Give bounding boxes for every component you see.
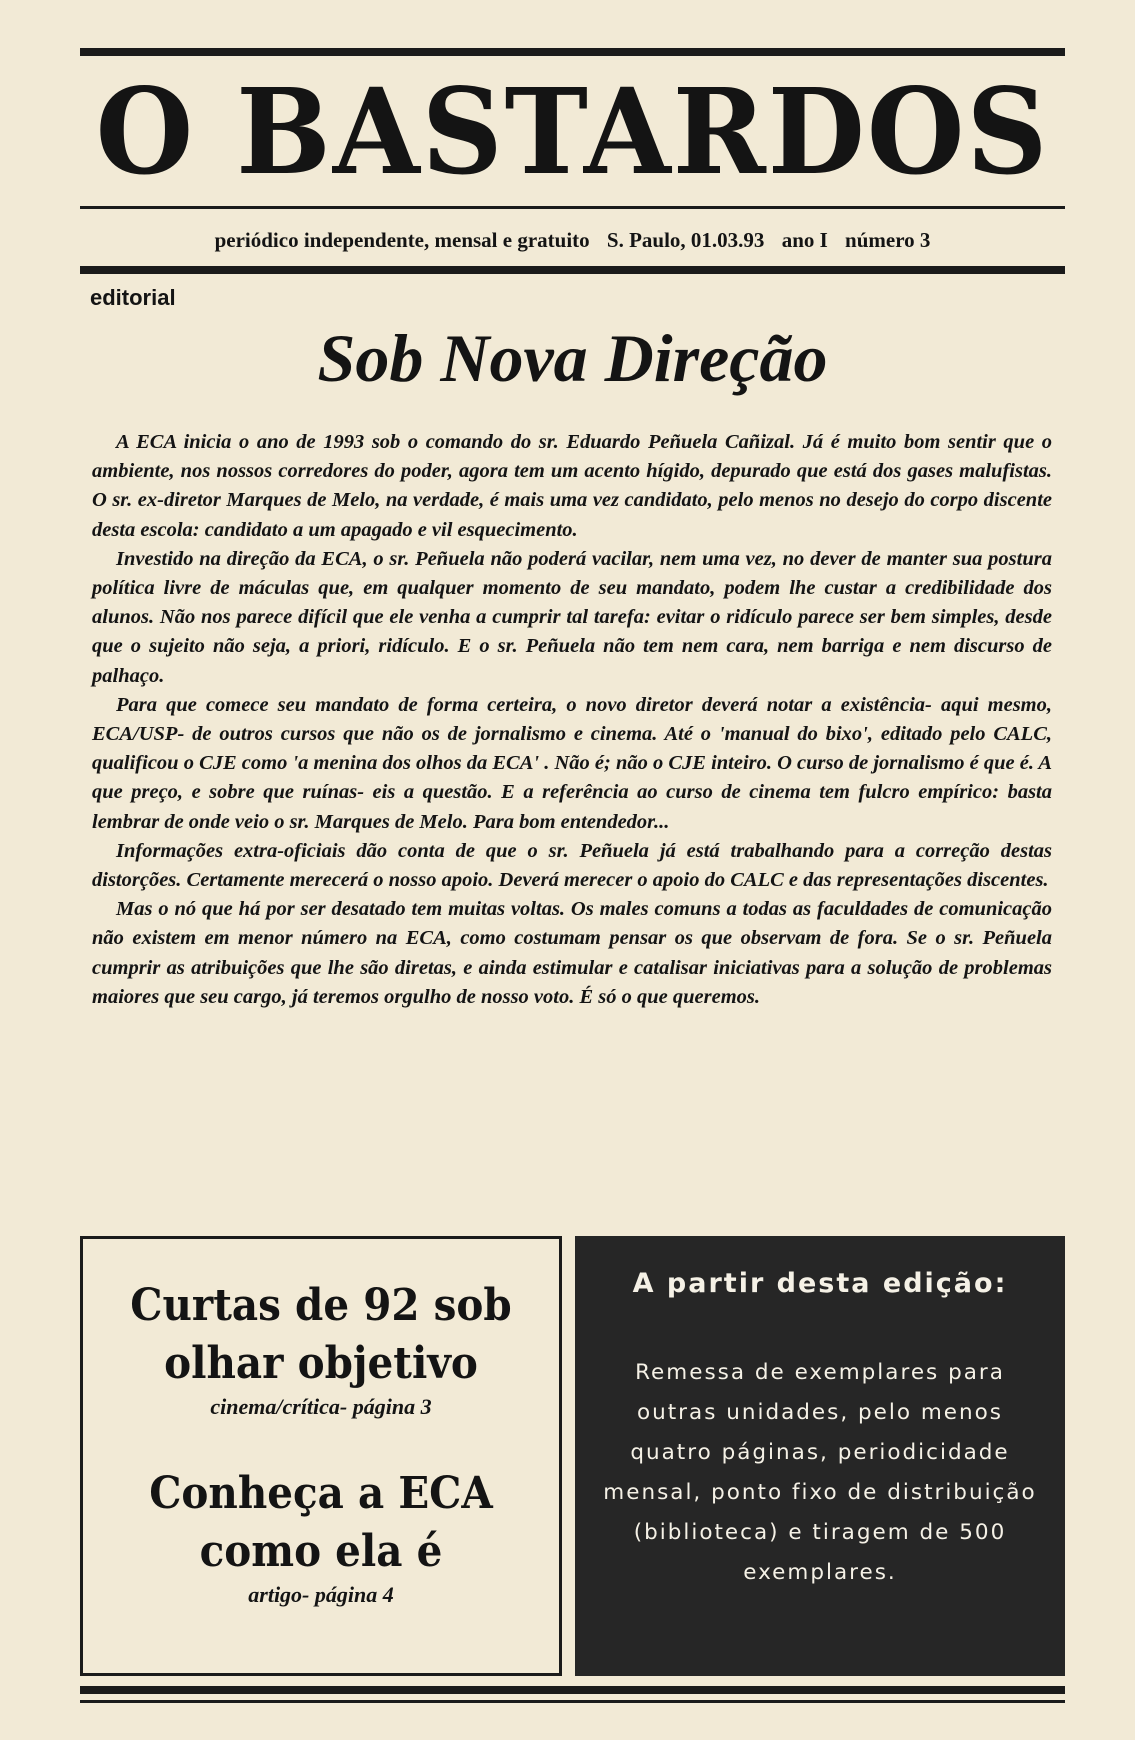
masthead-rule	[80, 206, 1065, 209]
notice-body: Remessa de exemplares para outras unidades, pelo menos quatro páginas, periodicidade mensal, ponto fixo de distribuição (biblioteca) e tiragem de 500 exemplares.	[603, 1360, 1037, 1585]
teaser-title: Curtas de 92 sob	[130, 1280, 512, 1331]
teaser-subtitle: cinema/crítica- página 3	[210, 1394, 432, 1419]
dateline-description: periódico independente, mensal e gratuito	[214, 228, 590, 252]
teaser-title: olhar objetivo	[164, 1338, 478, 1389]
dateline-rule	[80, 266, 1065, 274]
editorial-body	[92, 428, 1052, 1012]
editorial-paragraph: Informações extra-oficiais dão conta de que o sr. Peñuela já está trabalhando para a correção destas distorções. Certamente merecerá o nosso apoio. Deverá merecer o apoio do CALC e das representações discentes.	[92, 839, 1052, 892]
editorial-paragraph: Investido na direção da ECA, o sr. Peñuela não poderá vacilar, nem uma vez, no dever de manter sua postura política livre de máculas que, em qualquer momento de seu mandato, podem lhe custar a credibilidade dos alunos. Não nos parece difícil que ele venha a cumprir tal tarefa: evitar o ridículo parece ser bem simples, desde que o sujeito não seja, a priori, ridículo. E o sr. Peñuela não tem nem cara, nem barriga e nem discurso de palhaço.	[92, 547, 1052, 687]
notice-box	[575, 1236, 1065, 1676]
teaser-title: como ela é	[199, 1526, 443, 1577]
teaser-curtas	[83, 1277, 559, 1421]
teaser-eca	[83, 1465, 559, 1609]
dateline-year: ano I	[781, 228, 828, 252]
bottom-rule	[80, 1686, 1065, 1694]
bottom-rule-thin	[80, 1700, 1065, 1703]
editorial-headline: Sob Nova Direção	[317, 320, 828, 396]
top-rule	[80, 48, 1065, 56]
masthead-title: O BASTARDOS	[95, 63, 1050, 202]
teaser-box	[80, 1236, 562, 1676]
editorial-paragraph: Mas o nó que há por ser desatado tem muitas voltas. Os males comuns a todas as faculdades de comunicação não existem em menor número na ECA, como costumam pensar os que observam de fora. Se o sr. Peñuela cumprir as atribuições que lhe são diretas, e ainda estimular e catalisar iniciativas para a solução de problemas maiores que seu cargo, já teremos orgulho de nosso voto. É só o que queremos.	[92, 898, 1052, 1008]
teaser-title: Conheça a ECA	[149, 1468, 493, 1519]
dateline-place-date: S. Paulo, 01.03.93	[606, 228, 765, 252]
section-label: editorial	[90, 285, 176, 310]
editorial-paragraph: Para que comece seu mandato de forma certeira, o novo diretor deverá notar a existência- aqui mesmo, ECA/USP- de outros cursos que não os de jornalismo e cinema. Até o 'manual do bixo', editado pelo CALC, qualificou o CJE como 'a menina dos olhos da ECA' . Não é; não o CJE inteiro. O curso de jornalismo é que é. A que preço, e sobre que ruínas- eis a questão. E a referência ao curso de cinema tem fulcro empírico: basta lembrar de onde veio o sr. Marques de Melo. Para bom entendedor...	[92, 693, 1052, 833]
editorial-paragraph: A ECA inicia o ano de 1993 sob o comando do sr. Eduardo Peñuela Cañizal. Já é muito bom sentir que o ambiente, nos nossos corredores do poder, agora tem um acento hígido, depurado que está dos gases malufistas. O sr. ex-diretor Marques de Melo, na verdade, é mais uma vez candidato, pelo menos no desejo do corpo discente desta escola: candidato a um apagado e vil esquecimento.	[92, 431, 1052, 541]
teaser-subtitle: artigo- página 4	[248, 1582, 394, 1607]
notice-title: A partir desta edição:	[632, 1268, 1008, 1299]
dateline-issue: número 3	[845, 228, 931, 252]
dateline	[80, 224, 1065, 256]
